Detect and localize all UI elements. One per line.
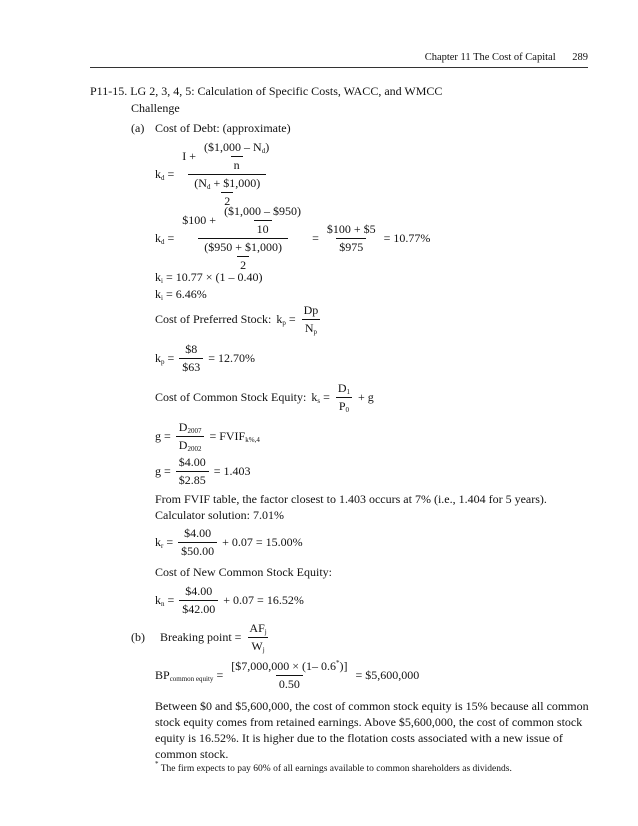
page-number: 289 (572, 52, 588, 63)
difficulty-level: Challenge (131, 101, 180, 115)
section-a-heading (131, 121, 291, 136)
bp-calculation: $BP_{common equity}$ = $\frac{[\$7,000,000 \times (1- 0.6^*)]}{0.50}$ = $5,600,000 (155, 659, 420, 691)
kp-formula: Cost of Preferred Stock: $k_p$ = $\frac{Dp}{N_p}$ (155, 303, 319, 336)
footnote: * The firm expects to pay 60% of all earnings available to common shareholders as dividends. (155, 760, 512, 774)
ki-line-1: $k_i = 10.77 \times (1 - 0.40)$ (155, 270, 263, 285)
ks-formula: Cost of Common Stock Equity: $k_s$ = $\frac{D_1}{P_0}$ + g (155, 381, 374, 414)
breaking-point-explanation: Between $0 and $5,600,000, the cost of common stock equity is 15% because all common stock equity comes from retained earnings. Above $5,600,000, the cost of common stock equity is 16.52%. It is higher due to the flotation costs associated with a new issue of common stock. (155, 699, 589, 761)
chapter-title: Chapter 11 The Cost of Capital (424, 52, 556, 63)
cost-of-debt-title: Cost of Debt: (approximate) (155, 121, 291, 135)
g-calculation: g = $\frac{\$4.00}{\$2.85}$ = 1.403 (155, 455, 251, 487)
kd-formula: $k_d$ = I + $\frac{(\$1,000 - N_d)}{n}$ $\frac{(N_d + \$1,000)}{2}$ (155, 140, 275, 209)
kd-formula-fraction: I + $\frac{(\$1,000 - N_d)}{n}$ $\frac{(N_d + \$1,000)}{2}$ (182, 140, 270, 208)
kn-calculation: $k_n$ = $\frac{\$4.00}{\$42.00}$ + 0.07 = 16.52% (155, 584, 304, 616)
kr-calculation: $k_r$ = $\frac{\$4.00}{\$50.00}$ + 0.07 = 15.00% (155, 526, 303, 558)
running-header (425, 52, 588, 63)
kd-calculation: $k_d$ = $100 + $\frac{(\$1,000 - \$950)}{10}$ $\frac{(\$950 + \$1,000)}{2}$ = $\frac{\$100 + \$5}{\$975}$ = 10.77% (155, 204, 431, 272)
section-b-breaking-point: (b) Breaking point = $\frac{AF_j}{W_j}$ (131, 621, 267, 654)
section-a-label: (a) (131, 121, 145, 135)
header-rule (90, 67, 588, 68)
fvif-explanation: From FVIF table, the factor closest to 1.403 occurs at 7% (i.e., 1.404 for 5 years). Calculator solution: 7.01% (155, 492, 547, 522)
new-common-label: Cost of New Common Stock Equity: (155, 565, 332, 579)
section-b-label: (b) (131, 630, 145, 644)
problem-heading: P11-15. LG 2, 3, 4, 5: Calculation of Specific Costs, WACC, and WMCC (90, 84, 443, 98)
kp-calculation: $k_p$ = $\frac{\$8}{\$63}$ = 12.70% (155, 342, 256, 374)
g-formula: g = $\frac{D_{2007}}{D_{2002}}$ = $FVIF_{k\%,4}$ (155, 420, 260, 453)
ki-line-2: $k_i = 6.46\%$ (155, 287, 207, 302)
